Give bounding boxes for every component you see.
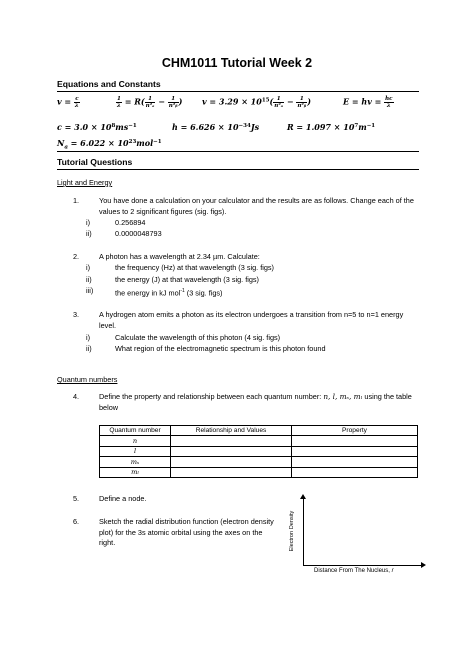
q2-item-text: the energy (J) at that wavelength (3 sig. figs) <box>115 275 259 284</box>
table-row <box>100 467 418 477</box>
x-axis <box>303 565 422 566</box>
questions-heading: Tutorial Questions <box>57 157 133 167</box>
q2-item-label: iii) <box>86 286 94 295</box>
speed-of-light-constant: $c = 3.0 \times 10^8ms^{-1}$ <box>57 122 137 132</box>
question-3-text: A hydrogen atom emits a photon as its electron undergoes a transition from n=5 to n=1 energy level. <box>99 310 404 330</box>
q1-item-label: i) <box>86 218 91 227</box>
question-3-number: 3. <box>73 310 80 319</box>
quantum-number-cell: l <box>100 446 171 456</box>
q1-item-text: 0.0000048793 <box>115 229 162 238</box>
divider <box>57 91 419 92</box>
property-cell[interactable] <box>292 446 418 456</box>
y-axis-arrow-icon <box>300 494 306 499</box>
table-header: Relationship and Values <box>171 426 292 436</box>
q2-item-label: i) <box>86 263 91 272</box>
q3-item-text: What region of the electromagnetic spectrum is this photon found <box>115 344 326 353</box>
q2-item-label: ii) <box>86 275 92 284</box>
relationship-cell[interactable] <box>171 436 292 446</box>
rydberg-constant: $R = 1.097 \times 10^7m^{-1}$ <box>287 122 376 132</box>
q1-item-text: 0.256894 <box>115 218 146 227</box>
relationship-cell[interactable] <box>171 467 292 477</box>
question-5-text: Define a node. <box>99 494 147 503</box>
light-energy-heading: Light and Energy <box>57 178 113 187</box>
rydberg-equation: $\frac{1}{\lambda}$ = R( $\frac{1}{\text{n²ₐ}}$ − $\frac{1}{\text{n²ᵦ}}$ ) <box>117 96 183 109</box>
question-4-text: Define the property and relationship between each quantum number: n, l, mₛ, mₗ using the table below <box>99 392 412 412</box>
question-2-text: A photon has a wavelength at 2.34 µm. Calculate: <box>99 252 260 261</box>
q3-item-text: Calculate the wavelength of this photon (4 sig. figs) <box>115 333 281 342</box>
y-axis <box>303 497 304 565</box>
divider <box>57 169 419 170</box>
quantum-number-cell: mₛ <box>100 457 171 467</box>
table-row <box>100 446 418 456</box>
x-axis-label: Distance From The Nucleus, r <box>314 568 394 574</box>
q3-item-label: ii) <box>86 344 92 353</box>
planck-constant: $h = 6.626 \times 10^{-34}Js$ <box>172 122 260 132</box>
question-2-number: 2. <box>73 252 80 261</box>
y-axis-label: Electron Density <box>289 510 295 552</box>
page-title: CHM1011 Tutorial Week 2 <box>161 56 313 70</box>
quantum-numbers-heading: Quantum numbers <box>57 375 118 384</box>
frequency-equation: $v = 3.29 \times 10^{15}$( $\frac{1}{\text{n²ₐ}}$ − $\frac{1}{\text{n²ᵦ}}$ ) <box>202 96 312 109</box>
energy-equation: E = hv = $\frac{hc}{\lambda}$ <box>343 96 393 109</box>
property-cell[interactable] <box>292 436 418 446</box>
quantum-numbers-table <box>99 425 418 478</box>
question-4-number: 4. <box>73 392 80 401</box>
question-1-text: You have done a calculation on your calculator and the results are as follows. Change each of the values to 2 significant figures (sig. figs). <box>99 196 414 216</box>
property-cell[interactable] <box>292 457 418 467</box>
x-axis-arrow-icon <box>421 562 426 568</box>
divider <box>57 151 419 152</box>
table-row <box>100 436 418 446</box>
wave-speed-equation: v = $\frac{c}{\lambda}$ <box>57 96 79 109</box>
table-row <box>100 457 418 467</box>
question-1-number: 1. <box>73 196 80 205</box>
quantum-number-cell: n <box>100 436 171 446</box>
question-5-number: 5. <box>73 494 80 503</box>
relationship-cell[interactable] <box>171 446 292 456</box>
question-6-number: 6. <box>73 517 80 526</box>
q3-item-label: i) <box>86 333 91 342</box>
property-cell[interactable] <box>292 467 418 477</box>
q1-item-label: ii) <box>86 229 92 238</box>
question-6-text: Sketch the radial distribution function (electron density plot) for the 3s atomic orbital using the axes on the right. <box>99 517 274 548</box>
avogadro-constant: $N_a = 6.022 \times 10^{23}mol^{-1}$ <box>57 138 162 151</box>
q2-item-text: the energy in kJ mol$^{-1}$ (3 sig. figs) <box>115 288 223 298</box>
equations-heading: Equations and Constants <box>57 79 161 89</box>
table-header: Property <box>292 426 418 436</box>
relationship-cell[interactable] <box>171 457 292 467</box>
quantum-number-cell: mₗ <box>100 467 171 477</box>
q2-item-text: the frequency (Hz) at that wavelength (3 sig. figs) <box>115 263 274 272</box>
table-header: Quantum number <box>100 426 171 436</box>
